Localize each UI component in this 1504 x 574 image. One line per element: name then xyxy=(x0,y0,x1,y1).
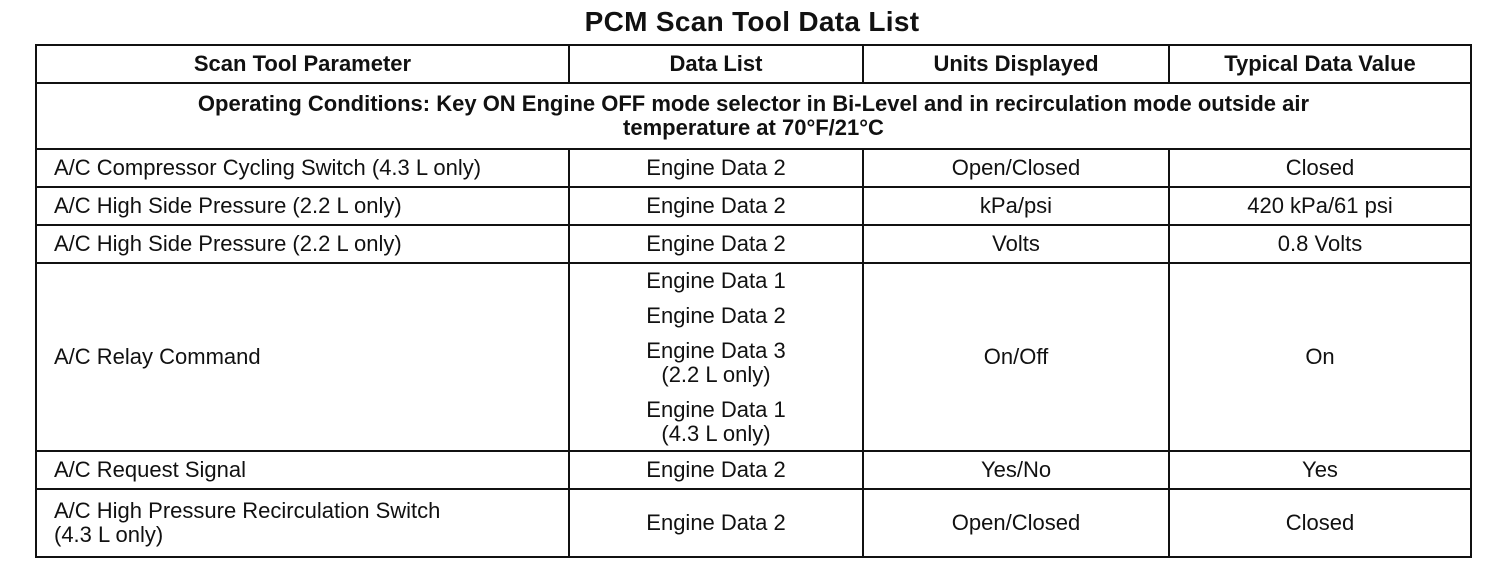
units-cell: Yes/No xyxy=(863,451,1169,489)
parameter-cell: A/C Request Signal xyxy=(36,451,569,489)
operating-conditions-line-1: Operating Conditions: Key ON Engine OFF mode selector in Bi-Level and in recirculation mode outside air xyxy=(197,91,1310,116)
data-list-entry-note: (2.2 L only) xyxy=(661,361,771,387)
header-units-displayed: Units Displayed xyxy=(863,45,1169,83)
typical-value-cell: Closed xyxy=(1169,489,1471,557)
table-row xyxy=(36,263,1471,451)
parameter-line: A/C High Pressure Recirculation Switch xyxy=(54,498,441,523)
data-list-cell: Engine Data 2 xyxy=(569,451,863,489)
units-cell: Volts xyxy=(863,225,1169,263)
parameter-cell: A/C Relay Command xyxy=(36,263,569,451)
table-row xyxy=(36,489,1471,557)
units-cell: kPa/psi xyxy=(863,187,1169,225)
table-row xyxy=(36,149,1471,187)
header-data-list: Data List xyxy=(569,45,863,83)
typical-value-cell: 420 kPa/61 psi xyxy=(1169,187,1471,225)
operating-conditions-line-2: temperature at 70°F/21°C xyxy=(623,115,884,140)
parameter-cell: A/C High Side Pressure (2.2 L only) xyxy=(36,225,569,263)
typical-value-cell: Closed xyxy=(1169,149,1471,187)
data-list-entry: Engine Data 3 xyxy=(646,337,786,363)
operating-conditions-row xyxy=(36,83,1471,149)
units-cell: Open/Closed xyxy=(863,489,1169,557)
header-row xyxy=(36,45,1471,83)
data-list-cell: Engine Data 2 xyxy=(569,225,863,263)
operating-conditions-cell xyxy=(36,83,1471,149)
data-list-entry: Engine Data 1 xyxy=(646,267,786,293)
typical-value-cell: On xyxy=(1169,263,1471,451)
parameter-cell: A/C High Side Pressure (2.2 L only) xyxy=(36,187,569,225)
typical-value-cell: 0.8 Volts xyxy=(1169,225,1471,263)
data-list-entry-note: (4.3 L only) xyxy=(661,420,771,446)
data-list-cell: Engine Data 2 xyxy=(569,489,863,557)
pcm-data-table xyxy=(35,44,1472,558)
data-list-entry: Engine Data 2 xyxy=(646,302,786,328)
data-list-entry: Engine Data 1 xyxy=(646,396,786,422)
header-typical-data-value: Typical Data Value xyxy=(1169,45,1471,83)
parameter-line-note: (4.3 L only) xyxy=(54,522,164,547)
typical-value-cell: Yes xyxy=(1169,451,1471,489)
parameter-cell: A/C Compressor Cycling Switch (4.3 L only) xyxy=(36,149,569,187)
data-list-cell: Engine Data 2 xyxy=(569,187,863,225)
table-row xyxy=(36,451,1471,489)
units-cell: On/Off xyxy=(863,263,1169,451)
table-row xyxy=(36,187,1471,225)
data-list-cell xyxy=(569,263,863,451)
parameter-cell xyxy=(36,489,569,557)
data-list-cell: Engine Data 2 xyxy=(569,149,863,187)
table-title: PCM Scan Tool Data List xyxy=(584,6,920,37)
header-scan-tool-parameter: Scan Tool Parameter xyxy=(36,45,569,83)
units-cell: Open/Closed xyxy=(863,149,1169,187)
table-row xyxy=(36,225,1471,263)
